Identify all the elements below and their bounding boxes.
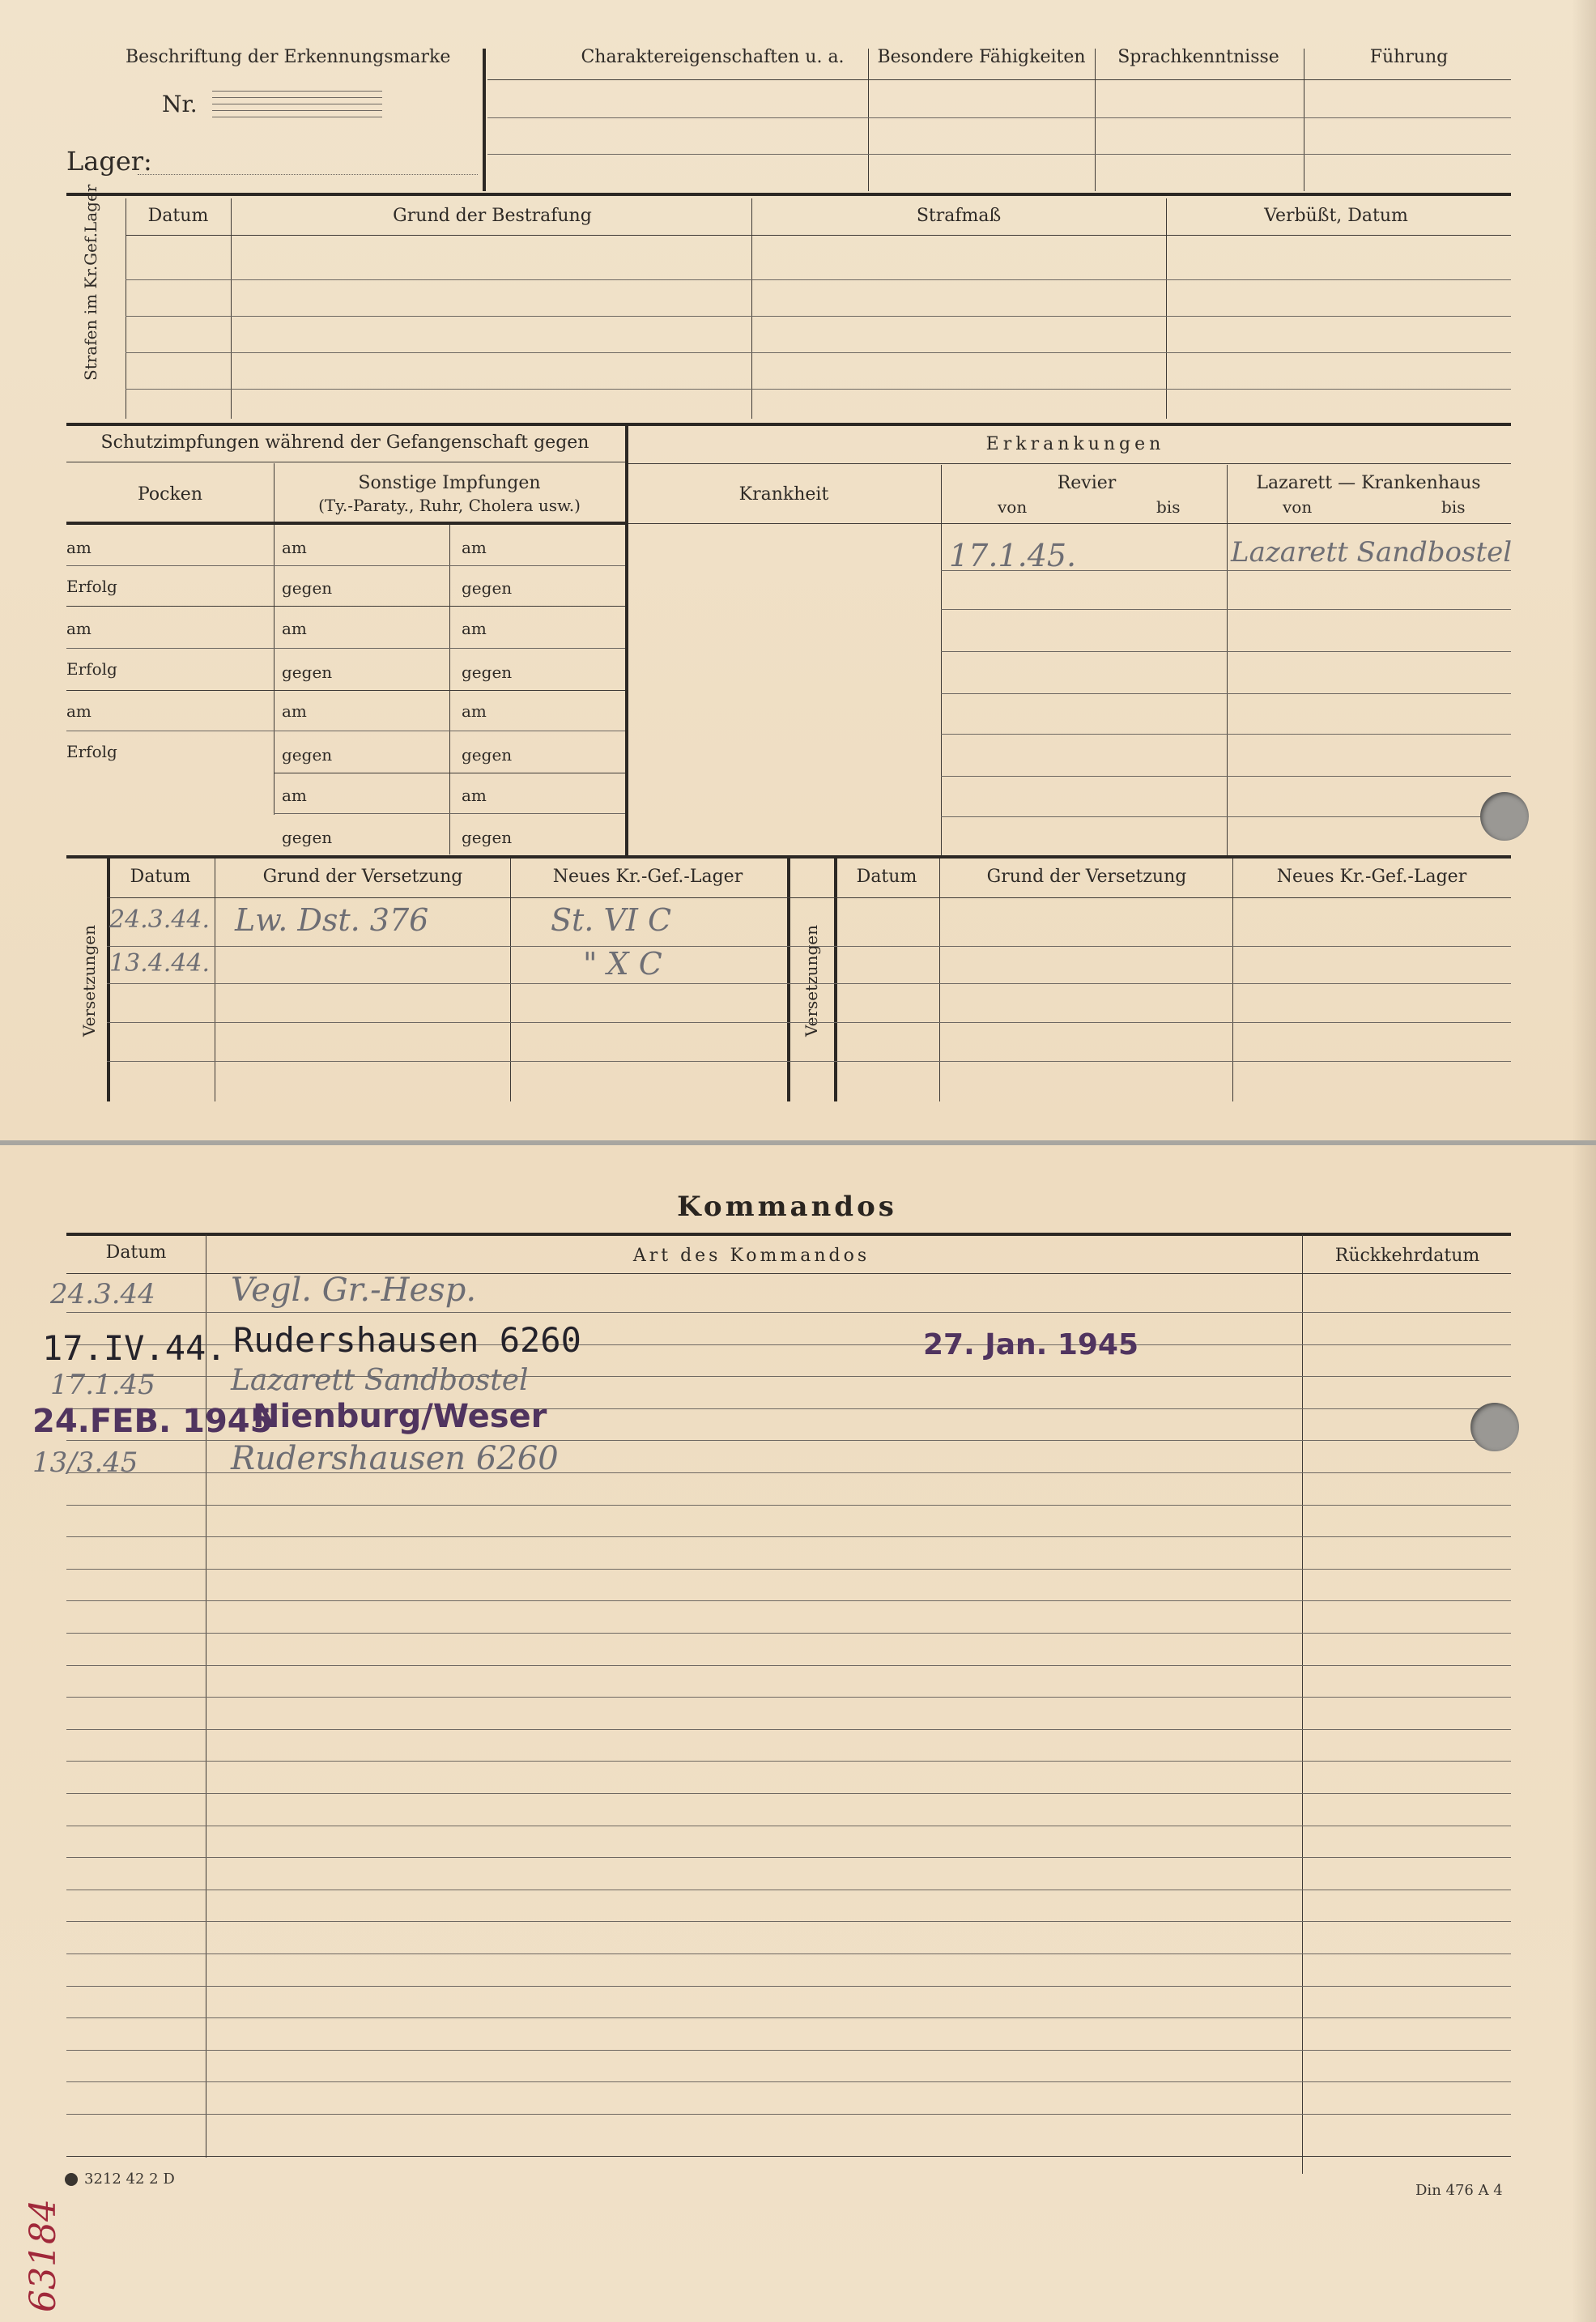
vacc-am: am <box>282 786 307 805</box>
kom-entry-kind: Lazarett Sandbostel <box>231 1364 529 1397</box>
kommandos-title: Kommandos <box>677 1191 897 1223</box>
kom-row-line <box>66 1857 1511 1858</box>
vacc-row-line <box>66 565 625 566</box>
trans-entry-date: 24.3.44. <box>109 905 211 934</box>
pun-col-line <box>751 198 752 419</box>
vacc-row-line <box>274 813 625 814</box>
kommandos-top-rule <box>66 1233 1511 1236</box>
kom-row-line <box>66 2017 1511 2018</box>
lager-label: Lager: <box>66 146 152 177</box>
kom-row-line <box>66 1729 1511 1730</box>
printer-code <box>65 2171 175 2188</box>
vacc-am: am <box>462 538 487 557</box>
kom-row-line <box>66 1600 1511 1601</box>
fold-line <box>0 1140 1596 1145</box>
kom-col-line <box>1302 1234 1303 2174</box>
ill-row-line <box>941 776 1511 777</box>
kom-row-line <box>66 1569 1511 1570</box>
header-row-line <box>487 154 1511 155</box>
trans-col-date-2: Datum <box>856 867 917 887</box>
trans-col-line <box>510 859 511 1101</box>
kom-return-stamp: 27. Jan. 1945 <box>923 1328 1139 1361</box>
illness-header-rule <box>628 523 1511 524</box>
kom-row-line <box>66 1665 1511 1666</box>
vacc-am: am <box>66 538 92 557</box>
nr-rule <box>212 91 382 92</box>
kom-col-return: Rückkehrdatum <box>1334 1246 1480 1266</box>
kom-row-line <box>66 1761 1511 1762</box>
kom-row-line <box>66 2114 1511 2115</box>
lager-dotted-line <box>138 174 478 175</box>
section-rule <box>66 193 1511 196</box>
trans-col-date: Datum <box>130 867 191 887</box>
vacc-am: am <box>462 701 487 721</box>
ill-infirmary-von: von <box>998 497 1028 517</box>
kom-row-line <box>66 2050 1511 2051</box>
nr-label: Nr. <box>162 91 198 117</box>
pun-col-penalty: Strafmaß <box>916 206 1002 226</box>
pun-col-date: Datum <box>147 206 209 226</box>
trans-col-line <box>1232 859 1233 1101</box>
pun-col-line <box>1166 198 1167 419</box>
kom-entry-date-stamp: 24.FEB. 1945 <box>32 1403 273 1440</box>
archive-number: 63184 <box>23 2199 64 2312</box>
trans-col-new-camp-2: Neues Kr.-Gef.-Lager <box>1276 867 1467 887</box>
kom-entry-date: 17.IV.44. <box>42 1328 227 1368</box>
pun-col-reason: Grund der Bestrafung <box>393 206 592 226</box>
ill-entry-infirmary-from: 17.1.45. <box>949 538 1077 573</box>
vacc-erfolg: Erfolg <box>66 659 117 679</box>
ill-col-hospital: Lazarett — Krankenhaus <box>1256 473 1481 493</box>
vacc-title: Schutzimpfungen während der Gefangenschaft gegen <box>100 432 589 453</box>
header-col-line <box>868 49 869 191</box>
kom-col-date: Datum <box>105 1242 167 1263</box>
kom-entry-date: 24.3.44 <box>50 1278 155 1310</box>
ill-hospital-bis: bis <box>1441 497 1466 517</box>
transfers-side-label-right: Versetzungen <box>802 925 821 1037</box>
trans-entry-camp: " X C <box>583 946 662 982</box>
vacc-erfolg: Erfolg <box>66 577 117 596</box>
tag-label: Beschriftung der Erkennungsmarke <box>126 47 451 67</box>
kom-row-line <box>66 1986 1511 1987</box>
kom-bottom-rule <box>66 2156 1511 2157</box>
kom-entry-date: 17.1.45 <box>50 1369 155 1401</box>
vacc-row-rule <box>66 606 625 607</box>
header-divider <box>483 49 486 191</box>
vacc-header-rule <box>66 522 625 525</box>
printer-logo-icon <box>65 2173 78 2186</box>
kom-row-line <box>66 1953 1511 1954</box>
vacc-gegen: gegen <box>282 578 333 598</box>
vacc-col-pox: Pocken <box>138 484 202 505</box>
ill-row-line <box>941 693 1511 694</box>
vacc-gegen: gegen <box>282 828 333 847</box>
din-format: Din 476 A 4 <box>1415 2182 1503 2199</box>
vacc-am: am <box>66 701 92 721</box>
ill-col-infirmary: Revier <box>1057 473 1117 493</box>
kom-entry-date: 13/3.45 <box>32 1446 138 1479</box>
pun-row-line <box>126 279 1511 280</box>
vacc-erfolg: Erfolg <box>66 742 117 761</box>
ill-row-line <box>941 816 1511 817</box>
col-skills: Besondere Fähigkeiten <box>877 47 1086 67</box>
vacc-gegen: gegen <box>282 745 333 765</box>
kom-row-line <box>66 1536 1511 1537</box>
trans-row-line <box>107 946 1511 947</box>
trans-col-line <box>939 859 940 1101</box>
vacc-illness-divider <box>625 426 628 855</box>
ill-infirmary-bis: bis <box>1156 497 1181 517</box>
ill-row-line <box>941 734 1511 735</box>
trans-header-rule <box>107 897 1511 898</box>
punishments-side-label: Strafen im Kr.Gef.Lager <box>81 184 100 381</box>
nr-rule <box>212 97 382 98</box>
trans-col-line <box>834 859 837 1101</box>
vacc-col-line <box>449 522 450 854</box>
kom-entry-kind: Rudershausen 6260 <box>231 1440 559 1477</box>
trans-col-new-camp: Neues Kr.-Gef.-Lager <box>552 867 743 887</box>
transfers-side-label-left: Versetzungen <box>79 925 99 1037</box>
trans-col-line <box>107 859 110 1101</box>
kom-entry-kind-stamp: Nienburg/Weser <box>253 1398 547 1435</box>
paper-edge <box>1572 0 1596 2322</box>
kom-row-line <box>66 1793 1511 1794</box>
vacc-gegen: gegen <box>462 663 513 682</box>
kom-entry-kind: Rudershausen 6260 <box>233 1320 581 1360</box>
trans-row-line <box>107 1061 1511 1062</box>
trans-entry-camp: St. VI C <box>551 902 672 938</box>
vacc-row-line <box>66 648 625 649</box>
vacc-gegen: gegen <box>462 578 513 598</box>
vacc-am: am <box>282 701 307 721</box>
kom-col-kind: Art des Kommandos <box>632 1246 870 1266</box>
kom-row-line <box>66 1633 1511 1634</box>
nr-rule <box>212 110 382 111</box>
col-character: Charaktereigenschaften u. a. <box>581 47 845 67</box>
ill-hospital-von: von <box>1283 497 1313 517</box>
trans-col-reason-2: Grund der Versetzung <box>986 867 1187 887</box>
vacc-col-other-sub: (Ty.-Paraty., Ruhr, Cholera usw.) <box>318 496 581 515</box>
punch-hole <box>1470 1403 1519 1451</box>
kom-row-line <box>66 2081 1511 2082</box>
vacc-row-rule <box>66 690 625 691</box>
vacc-am: am <box>462 786 487 805</box>
vacc-gegen: gegen <box>462 828 513 847</box>
header-rule <box>487 79 1511 80</box>
punch-hole <box>1480 792 1529 841</box>
ill-row-line <box>941 651 1511 652</box>
illness-title-rule <box>628 463 1511 464</box>
trans-row-line <box>107 983 1511 984</box>
col-conduct: Führung <box>1369 47 1449 67</box>
vacc-am: am <box>282 619 307 638</box>
col-languages: Sprachkenntnisse <box>1117 47 1279 67</box>
kom-row-line <box>66 1921 1511 1922</box>
ill-col-illness: Krankheit <box>738 484 829 505</box>
header-row-line <box>487 117 1511 118</box>
pun-row-line <box>126 316 1511 317</box>
vacc-gegen: gegen <box>282 663 333 682</box>
trans-col-reason: Grund der Versetzung <box>262 867 463 887</box>
pun-row-line <box>126 352 1511 353</box>
pun-row-line <box>126 389 1511 390</box>
kom-row-line <box>66 1312 1511 1313</box>
trans-entry-date: 13.4.44. <box>109 949 211 978</box>
vacc-am: am <box>66 619 92 638</box>
trans-row-line <box>107 1022 1511 1023</box>
trans-entry-reason: Lw. Dst. 376 <box>235 902 429 938</box>
kom-row-line <box>66 1697 1511 1698</box>
header-col-line <box>1095 49 1096 191</box>
ill-row-line <box>941 609 1511 610</box>
vacc-gegen: gegen <box>462 745 513 765</box>
ill-entry-hospital: Lazarett Sandbostel <box>1231 536 1513 569</box>
illness-title: Erkrankungen <box>985 434 1165 454</box>
vacc-col-other: Sonstige Impfungen <box>358 473 541 493</box>
vacc-am: am <box>462 619 487 638</box>
trans-col-line <box>787 859 790 1101</box>
pun-col-served: Verbüßt, Datum <box>1264 206 1408 226</box>
kom-row-line <box>66 1505 1511 1506</box>
kom-entry-kind: Vegl. Gr.-Hesp. <box>231 1272 477 1309</box>
pun-col-line <box>231 198 232 419</box>
pun-header-rule <box>126 235 1511 236</box>
vacc-am: am <box>282 538 307 557</box>
printer-code-text: 3212 42 2 D <box>84 2171 175 2188</box>
vacc-col-line <box>274 463 275 815</box>
section-rule <box>66 423 1511 426</box>
